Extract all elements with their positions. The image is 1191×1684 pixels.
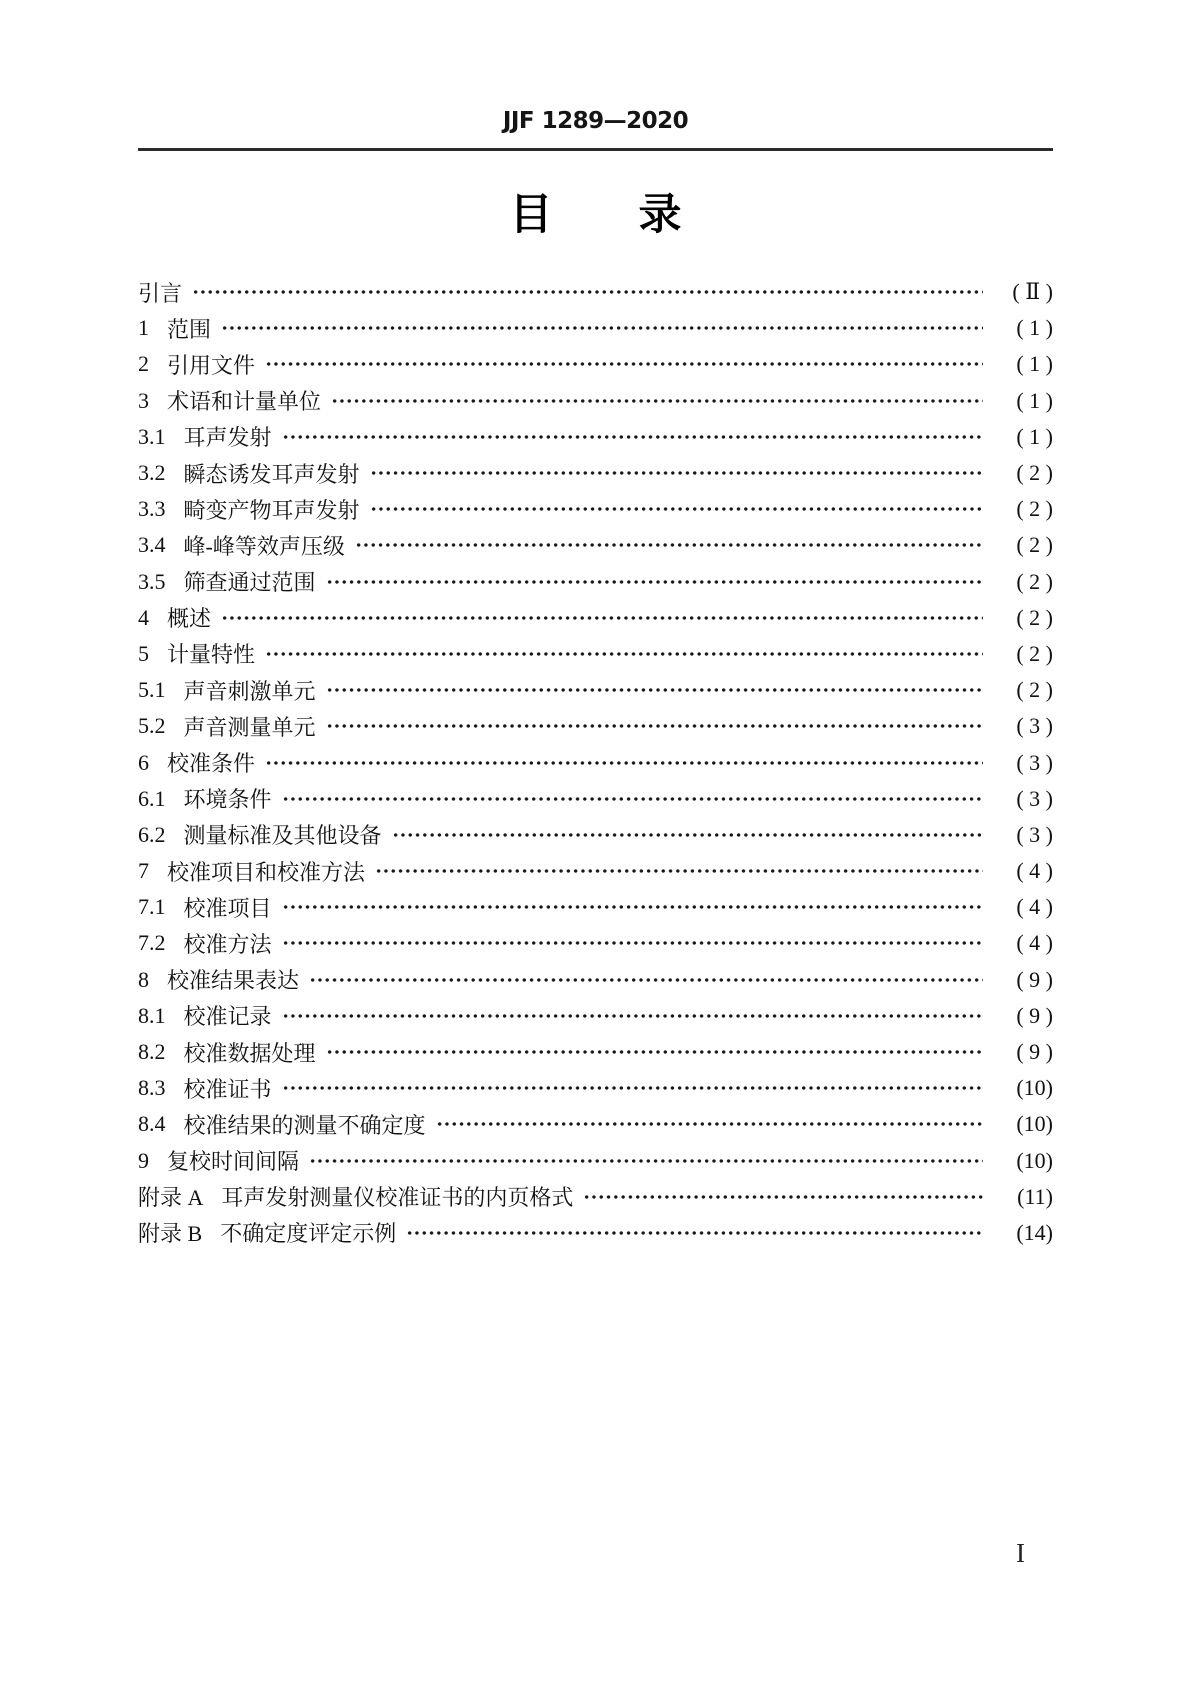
toc-row (138, 1179, 1053, 1215)
dot-leader (370, 455, 983, 491)
toc-row (138, 636, 1053, 672)
toc-entry-page: ( 1 ) (1016, 351, 1053, 377)
dot-leader (265, 744, 983, 780)
dot-leader (282, 419, 983, 455)
dot-leader (282, 781, 983, 817)
toc-entry-number: 8.4 (138, 1111, 166, 1137)
toc-entry-title: 不确定度评定示例 (220, 1221, 397, 1247)
toc-entry-page: (11) (1017, 1183, 1053, 1209)
toc-entry-title: 校准项目和校准方法 (167, 859, 366, 885)
dot-leader (265, 346, 983, 382)
toc-entry-title: 校准条件 (167, 751, 256, 777)
toc-row (138, 998, 1053, 1034)
toc-entry-page: ( 2 ) (1016, 568, 1053, 594)
toc-entry-title: 校准结果的测量不确定度 (183, 1112, 426, 1138)
toc-entry-page: (10) (1016, 1111, 1053, 1137)
toc-entry-page: ( Ⅱ ) (1012, 279, 1053, 305)
toc-entry-title: 引用文件 (167, 352, 256, 378)
toc-row (138, 1143, 1053, 1179)
toc-row (138, 781, 1053, 817)
page-number: I (1016, 1538, 1025, 1568)
toc-entry-title: 范围 (167, 316, 212, 342)
toc-entry-number: 6 (138, 749, 149, 775)
toc-entry-title: 校准项目 (183, 895, 272, 921)
dot-leader (192, 274, 983, 310)
toc-row (138, 455, 1053, 491)
toc-entry-page: ( 9 ) (1016, 1039, 1053, 1065)
standard-number: JJF 1289—2020 (502, 108, 689, 134)
toc-entry-page: ( 3 ) (1016, 713, 1053, 739)
toc-row (138, 274, 1053, 310)
toc-row (138, 889, 1053, 925)
toc-list (138, 274, 1053, 1251)
dot-leader (309, 962, 983, 998)
toc-entry-number: 8 (138, 966, 149, 992)
toc-entry-number: 4 (138, 604, 149, 630)
toc-entry-number: 3.4 (138, 532, 166, 558)
toc-entry-number: 7.1 (138, 894, 166, 920)
toc-entry-number: 3.1 (138, 423, 166, 449)
toc-entry-number: 1 (138, 315, 149, 341)
toc-entry-page: (14) (1016, 1219, 1053, 1245)
toc-entry-page: ( 4 ) (1016, 858, 1053, 884)
toc-page-title (0, 190, 1191, 240)
toc-row (138, 419, 1053, 455)
document-header (0, 108, 1191, 134)
toc-entry-title: 校准记录 (183, 1004, 272, 1030)
toc-entry-number: 5 (138, 640, 149, 666)
toc-entry-page: ( 1 ) (1016, 315, 1053, 341)
toc-entry-title: 校准结果表达 (167, 968, 300, 994)
dot-leader (282, 925, 983, 961)
toc-entry-page: ( 9 ) (1016, 966, 1053, 992)
dot-leader (221, 600, 983, 636)
toc-entry-number: 9 (138, 1147, 149, 1173)
toc-row (138, 1106, 1053, 1142)
toc-entry-number: 7 (138, 858, 149, 884)
dot-leader (326, 1034, 983, 1070)
toc-title-char-2: 录 (638, 190, 682, 240)
toc-row (138, 346, 1053, 382)
toc-row (138, 527, 1053, 563)
toc-entry-number: 5.2 (138, 713, 166, 739)
toc-entry-page: ( 3 ) (1016, 749, 1053, 775)
toc-entry-number: 8.1 (138, 1002, 166, 1028)
toc-entry-page: ( 3 ) (1016, 821, 1053, 847)
toc-entry-page: ( 2 ) (1016, 496, 1053, 522)
dot-leader (309, 1143, 983, 1179)
toc-entry-title: 声音测量单元 (183, 714, 316, 740)
toc-entry-number: 2 (138, 351, 149, 377)
toc-entry-page: ( 9 ) (1016, 1002, 1053, 1028)
toc-row (138, 962, 1053, 998)
toc-row (138, 1070, 1053, 1106)
toc-row (138, 925, 1053, 961)
toc-entry-title: 测量标准及其他设备 (183, 823, 382, 849)
toc-entry-title: 校准证书 (183, 1076, 272, 1102)
dot-leader (331, 383, 983, 419)
toc-entry-number: 8.3 (138, 1075, 166, 1101)
toc-entry-title: 峰-峰等效声压级 (183, 533, 345, 559)
toc-entry-title: 复校时间间隔 (167, 1149, 300, 1175)
toc-entry-title: 耳声发射测量仪校准证书的内页格式 (221, 1185, 574, 1211)
toc-row (138, 708, 1053, 744)
toc-entry-title: 校准方法 (183, 931, 272, 957)
toc-row (138, 853, 1053, 889)
toc-entry-title: 声音刺激单元 (183, 678, 316, 704)
toc-entry-page: ( 2 ) (1016, 677, 1053, 703)
toc-entry-page: ( 4 ) (1016, 894, 1053, 920)
dot-leader (326, 564, 983, 600)
toc-entry-page: (10) (1016, 1075, 1053, 1101)
toc-entry-number: 附录 B (138, 1221, 203, 1247)
dot-leader (355, 527, 983, 563)
toc-row (138, 491, 1053, 527)
toc-entry-title: 瞬态诱发耳声发射 (183, 461, 360, 487)
toc-entry-title: 术语和计量单位 (167, 389, 322, 415)
toc-entry-number: 3.2 (138, 460, 166, 486)
dot-leader (265, 636, 983, 672)
toc-entry-page: ( 2 ) (1016, 640, 1053, 666)
toc-row (138, 672, 1053, 708)
toc-entry-title: 计量特性 (167, 642, 256, 668)
dot-leader (370, 491, 983, 527)
toc-entry-number: 3.3 (138, 496, 166, 522)
toc-row (138, 310, 1053, 346)
dot-leader (282, 889, 983, 925)
toc-entry-title: 环境条件 (183, 787, 272, 813)
toc-row (138, 744, 1053, 780)
toc-entry-page: ( 3 ) (1016, 785, 1053, 811)
toc-entry-page: ( 2 ) (1016, 460, 1053, 486)
toc-row (138, 383, 1053, 419)
toc-entry-title: 耳声发射 (183, 425, 272, 451)
toc-entry-number: 附录 A (138, 1185, 204, 1211)
toc-entry-number: 5.1 (138, 677, 166, 703)
toc-entry-number: 8.2 (138, 1039, 166, 1065)
toc-entry-page: ( 2 ) (1016, 604, 1053, 630)
toc-entry-number: 6.2 (138, 821, 166, 847)
dot-leader (436, 1106, 983, 1142)
toc-entry-title: 引言 (138, 280, 183, 306)
toc-row (138, 564, 1053, 600)
toc-entry-title: 校准数据处理 (183, 1040, 316, 1066)
toc-entry-number: 3 (138, 387, 149, 413)
toc-entry-title: 概述 (167, 606, 212, 632)
dot-leader (392, 817, 983, 853)
toc-entry-number: 6.1 (138, 785, 166, 811)
toc-entry-page: ( 1 ) (1016, 387, 1053, 413)
toc-title-char-1: 目 (509, 190, 553, 240)
dot-leader (221, 310, 983, 346)
toc-entry-number: 7.2 (138, 930, 166, 956)
toc-row (138, 817, 1053, 853)
toc-entry-title: 畸变产物耳声发射 (183, 497, 360, 523)
dot-leader (326, 672, 983, 708)
toc-entry-page: ( 1 ) (1016, 423, 1053, 449)
dot-leader (326, 708, 983, 744)
toc-row (138, 1215, 1053, 1251)
toc-entry-number: 3.5 (138, 568, 166, 594)
dot-leader (282, 1070, 983, 1106)
toc-row (138, 1034, 1053, 1070)
toc-entry-page: ( 4 ) (1016, 930, 1053, 956)
toc-entry-page: (10) (1016, 1147, 1053, 1173)
toc-row (138, 600, 1053, 636)
header-rule (138, 148, 1053, 151)
dot-leader (406, 1215, 983, 1251)
dot-leader (583, 1179, 983, 1215)
dot-leader (282, 998, 983, 1034)
toc-entry-page: ( 2 ) (1016, 532, 1053, 558)
dot-leader (375, 853, 983, 889)
toc-entry-title: 筛查通过范围 (183, 570, 316, 596)
